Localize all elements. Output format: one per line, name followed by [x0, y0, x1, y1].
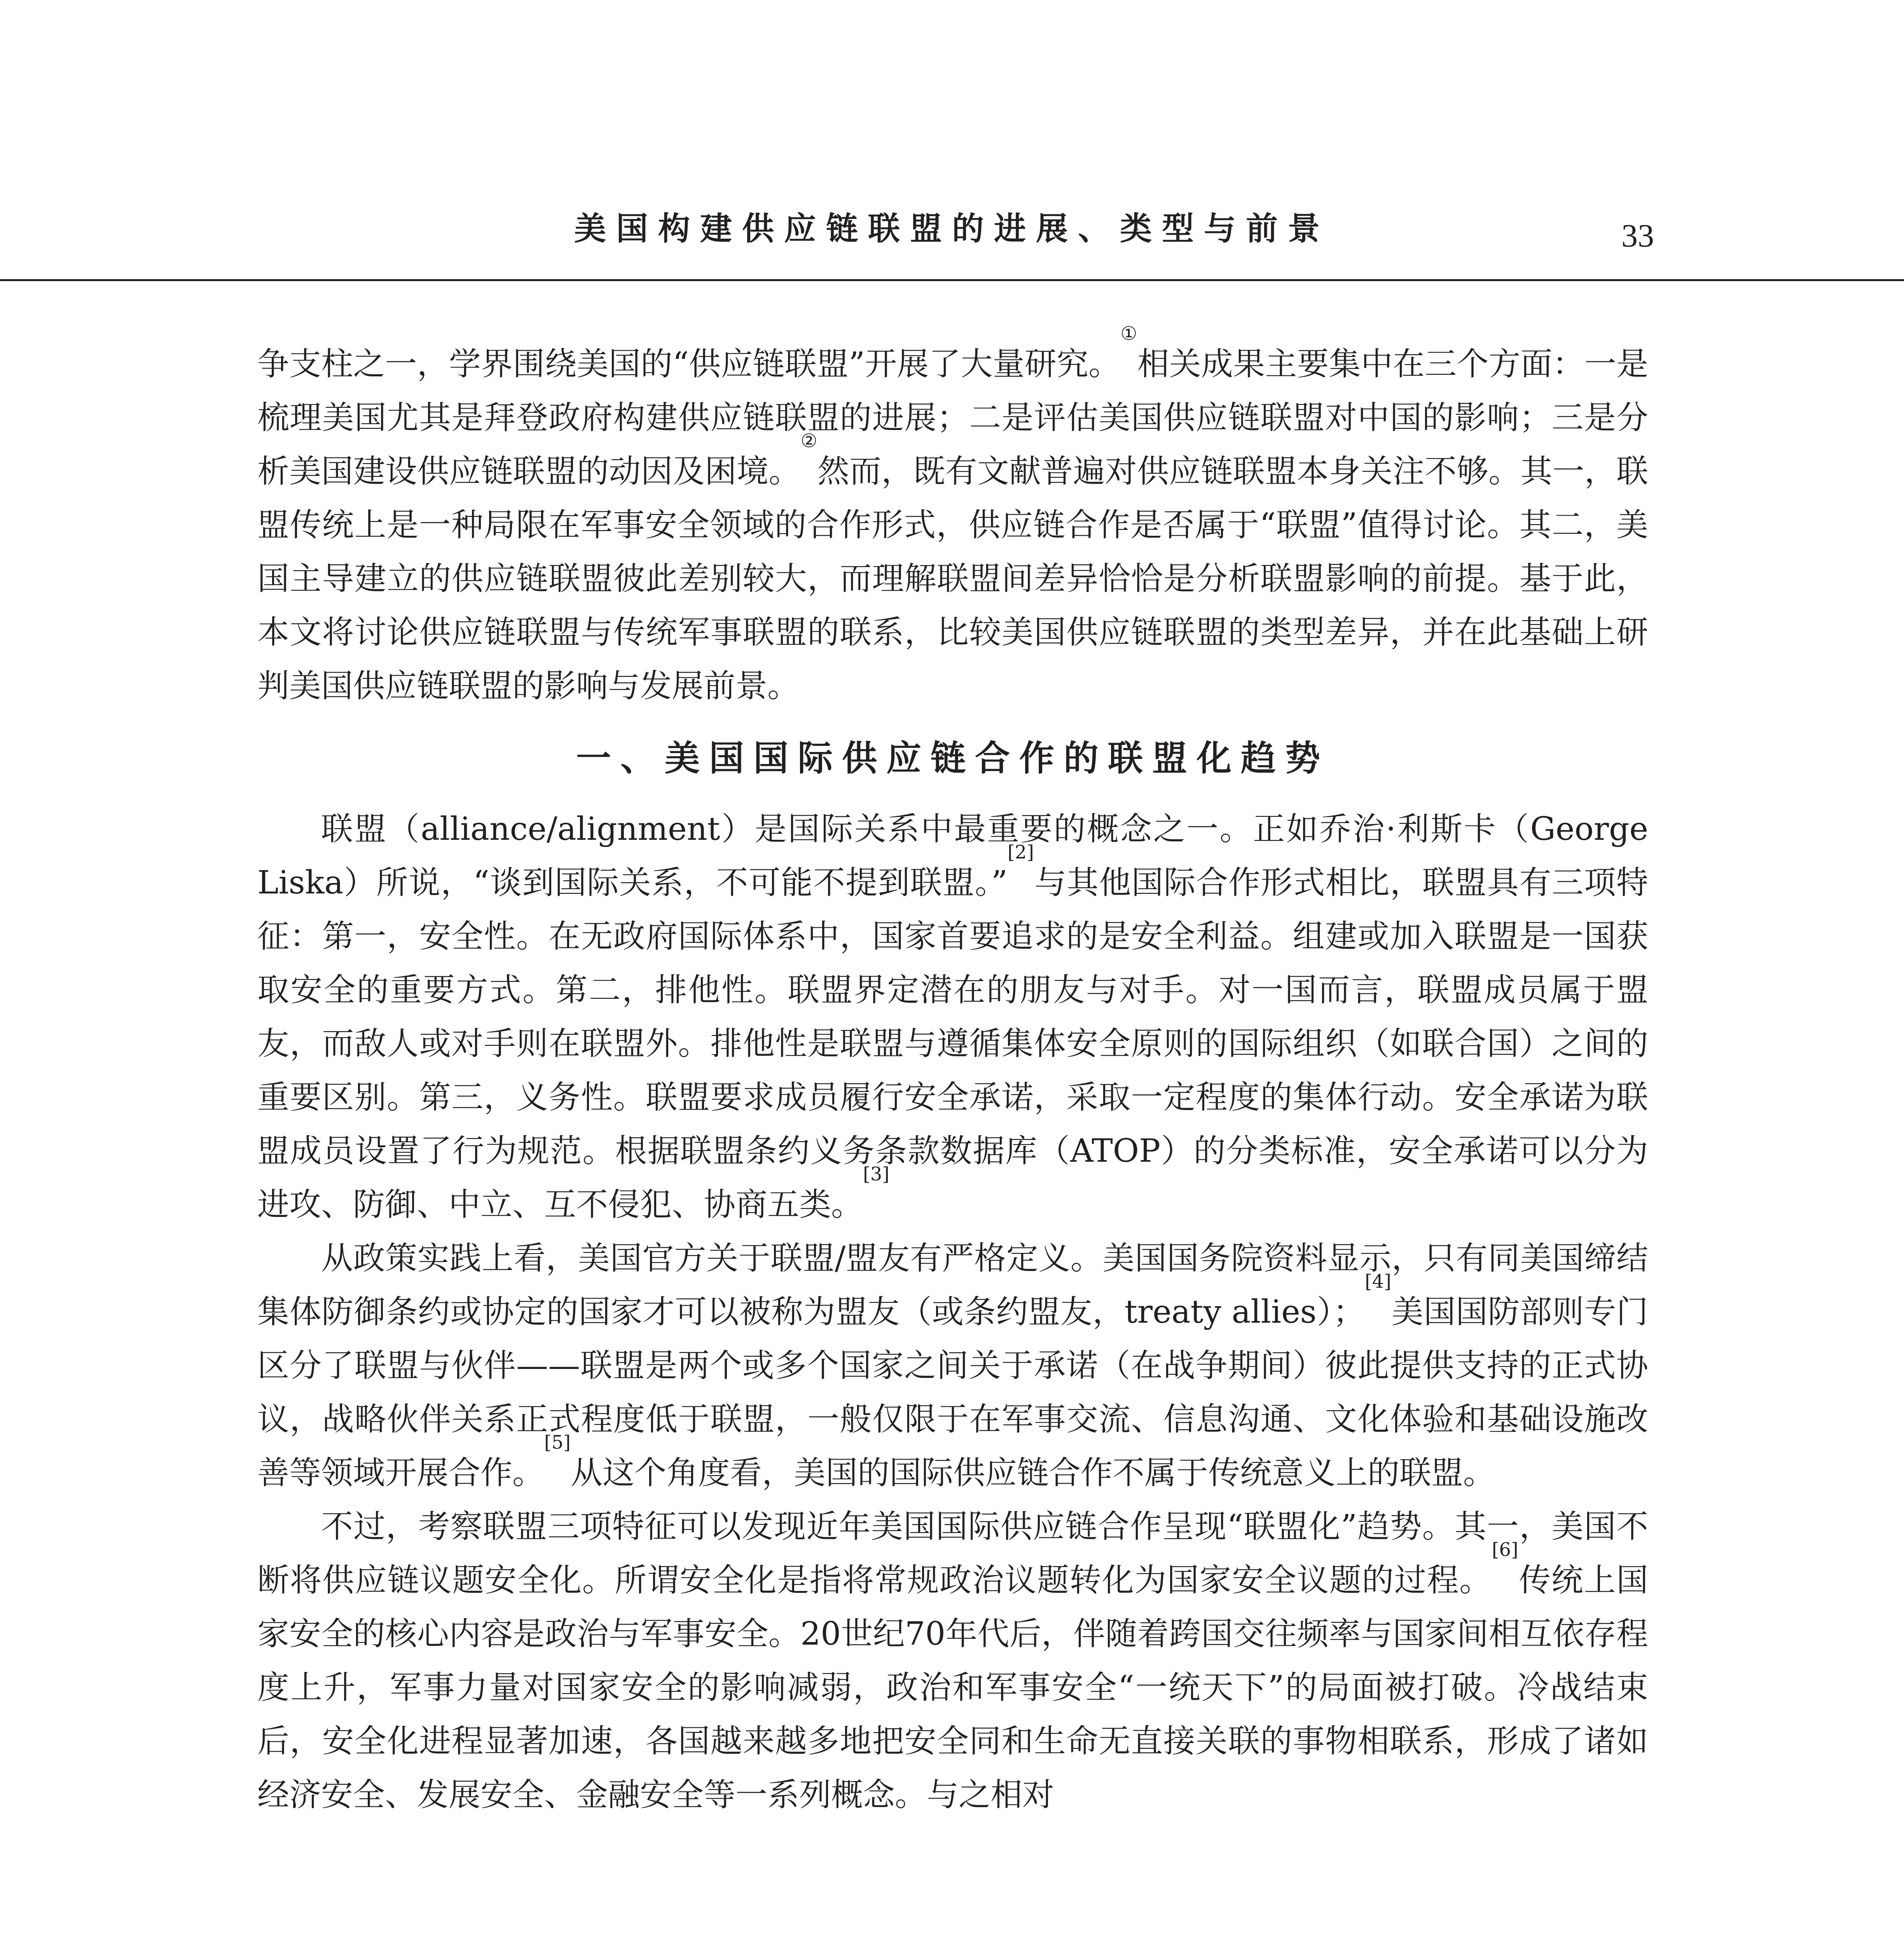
article-body: [257, 323, 1649, 1822]
running-title: 美国构建供应链联盟的进展、类型与前景: [574, 210, 1330, 247]
page-header: [0, 0, 1904, 282]
header-rule: [0, 279, 1904, 281]
footnote-ref-2[interactable]: ②: [800, 430, 817, 452]
para3-text-b: 美国国防部则专门区分了联盟与伙伴——联盟是两个或多个国家之间关于承诺（在战争期间）彼此提供支持的正式协议，战略伙伴关系正式程度低于联盟，一般仅限于在军事交流、信息沟通、文化体验和基础设施改善等领域开展合作。: [257, 1294, 1648, 1491]
para3-text-a: 从政策实践上看，美国官方关于联盟/盟友有严格定义。美国国务院资料显示，只有同美国缔结集体防御条约或协定的国家才可以被称为盟友（或条约盟友，treaty allies）；: [257, 1240, 1648, 1330]
paragraph-alliance-definition: [257, 802, 1648, 1232]
para4-text-a: 不过，考察联盟三项特征可以发现近年美国国际供应链合作呈现“联盟化”趋势。其一，美国不断将供应链议题安全化。所谓安全化是指将常规政治议题转化为国家安全议题的过程。: [257, 1508, 1648, 1599]
citation-2[interactable]: [2]: [1007, 841, 1034, 863]
citation-4[interactable]: [4]: [1364, 1271, 1391, 1292]
citation-5[interactable]: [5]: [544, 1432, 571, 1453]
para3-text-c: 从这个角度看，美国的国际供应链合作不属于传统意义上的联盟。: [571, 1455, 1495, 1491]
para4-text-b: 传统上国家安全的核心内容是政治与军事安全。20世纪70年代后，伴随着跨国交往频率与国家间相互依存程度上升，军事力量对国家安全的影响减弱，政治和军事安全“一统天下”的局面被打破。冷战结束后，安全化进程显著加速，各国越来越多地把安全同和生命无直接关联的事物相联系，形成了诸如经济安全、发展安全、金融安全等一系列概念。与之相对: [257, 1562, 1648, 1813]
intro-text-b: 相关成果主要集中在三个方面：一是梳理美国尤其是拜登政府构建供应链联盟的进展；二是评估美国供应链联盟对中国的影响；三是分析美国建设供应链联盟的动因及困境。: [257, 346, 1649, 490]
intro-text-a: 争支柱之一，学界围绕美国的“供应链联盟”开展了大量研究。: [257, 346, 1121, 383]
paragraph-policy-practice: [257, 1232, 1648, 1500]
footnote-ref-1[interactable]: ①: [1120, 323, 1137, 344]
paragraph-alliance-trend: [257, 1500, 1648, 1822]
section-heading: 一、美国国际供应链合作的联盟化趋势: [576, 738, 1329, 779]
para2-text-a: 联盟（alliance/alignment）是国际关系中最重要的概念之一。正如乔治·利斯卡（George Liska）所说，“谈到国际关系，不可能不提到联盟。”: [257, 811, 1648, 901]
intro-text-c: 然而，既有文献普遍对供应链联盟本身关注不够。其一，联盟传统上是一种局限在军事安全领域的合作形式，供应链合作是否属于“联盟”值得讨论。其二，美国主导建立的供应链联盟彼此差别较大，而理解联盟间差异恰恰是分析联盟影响的前提。基于此，本文将讨论供应链联盟与传统军事联盟的联系，比较美国供应链联盟的类型差异，并在此基础上研判美国供应链联盟的影响与发展前景。: [257, 453, 1648, 705]
para2-text-b: 与其他国际合作形式相比，联盟具有三项特征：第一，安全性。在无政府国际体系中，国家首要追求的是安全利益。组建或加入联盟是一国获取安全的重要方式。第二，排他性。联盟界定潜在的朋友与对手。对一国而言，联盟成员属于盟友，而敌人或对手则在联盟外。排他性是联盟与遵循集体安全原则的国际组织（如联合国）之间的重要区别。第三，义务性。联盟要求成员履行安全承诺，采取一定程度的集体行动。安全承诺为联盟成员设置了行为规范。根据联盟条约义务条款数据库（ATOP）的分类标准，安全承诺可以分为进攻、防御、中立、互不侵犯、协商五类。: [257, 864, 1648, 1223]
citation-3[interactable]: [3]: [863, 1163, 890, 1185]
citation-6[interactable]: [6]: [1492, 1539, 1518, 1561]
paragraph-intro: [257, 323, 1649, 713]
page-number: 33: [1621, 218, 1654, 254]
